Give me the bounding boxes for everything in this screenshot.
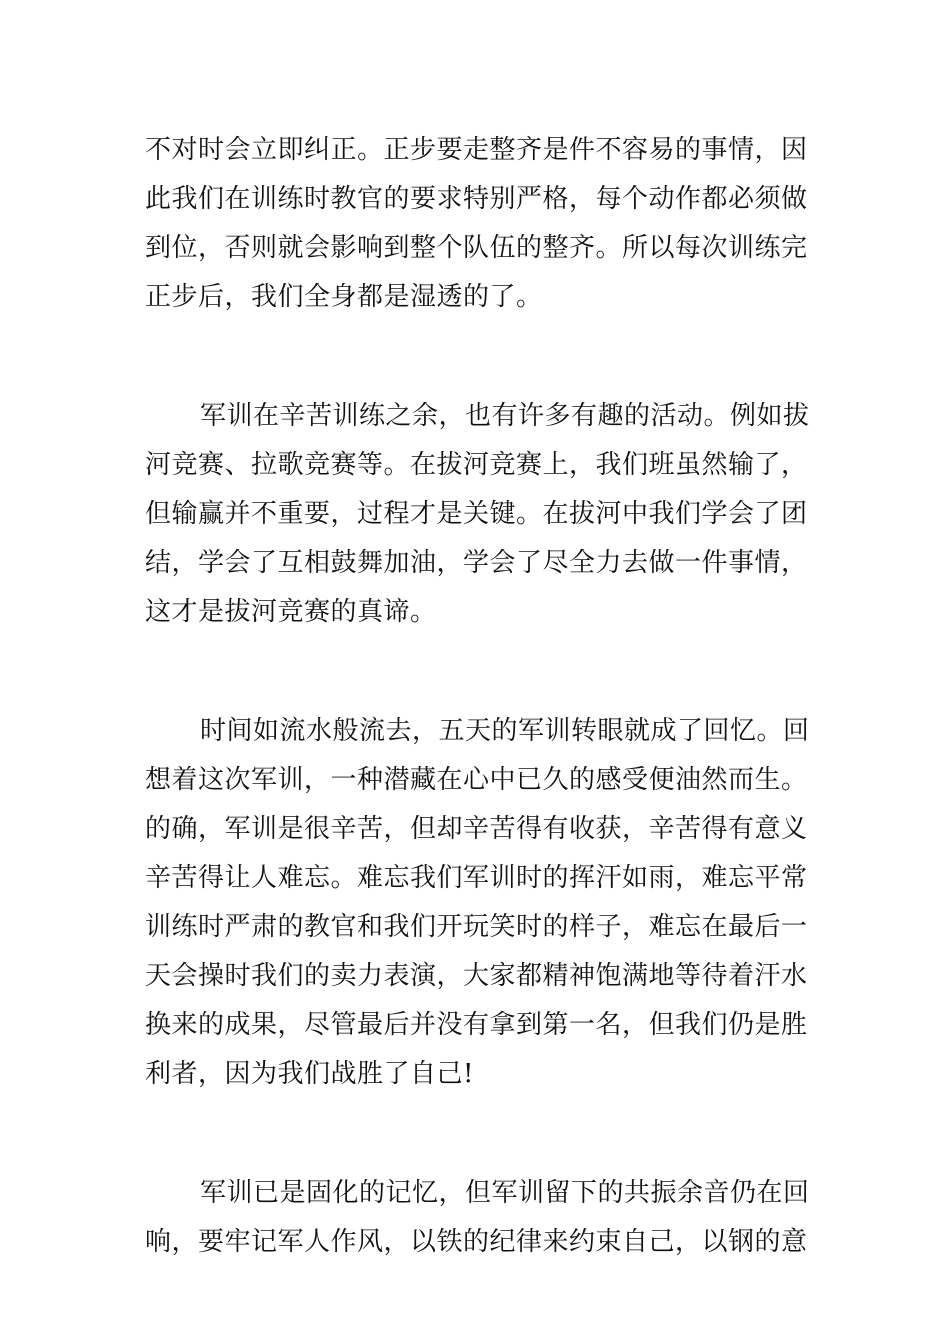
text-line: 换来的成果，尽管最后并没有拿到第一名，但我们仍是胜 xyxy=(145,1010,808,1040)
paragraph-4 xyxy=(145,1169,810,1267)
text-line: 到位，否则就会影响到整个队伍的整齐。所以每次训练完 xyxy=(145,233,808,263)
text-line: 训练时严肃的教官和我们开玩笑时的样子，难忘在最后一 xyxy=(145,912,808,942)
text-line: 利者，因为我们战胜了自己! xyxy=(145,1059,474,1089)
text-line: 正步后，我们全身都是湿透的了。 xyxy=(145,282,543,312)
text-line: 天会操时我们的卖力表演，大家都精神饱满地等待着汗水 xyxy=(145,961,808,991)
text-line: 想着这次军训，一种潜藏在心中已久的感受便油然而生。 xyxy=(145,765,808,795)
paragraph-2 xyxy=(145,392,810,637)
text-line: 时间如流水般流去，五天的军训转眼就成了回忆。回 xyxy=(200,716,810,746)
text-line: 军训已是固化的记忆，但军训留下的共振余音仍在回 xyxy=(200,1178,810,1208)
text-line: 但输赢并不重要，过程才是关键。在拔河中我们学会了团 xyxy=(145,499,808,529)
text-line: 此我们在训练时教官的要求特别严格，每个动作都必须做 xyxy=(145,184,808,214)
text-line: 河竞赛、拉歌竞赛等。在拔河竞赛上，我们班虽然输了， xyxy=(145,450,808,480)
text-line: 辛苦得让人难忘。难忘我们军训时的挥汗如雨，难忘平常 xyxy=(145,863,808,893)
text-line: 军训在辛苦训练之余，也有许多有趣的活动。例如拔 xyxy=(200,401,810,431)
text-line: 响，要牢记军人作风，以铁的纪律来约束自己，以钢的意 xyxy=(145,1227,808,1257)
text-line: 这才是拔河竞赛的真谛。 xyxy=(145,597,437,627)
text-line: 结，学会了互相鼓舞加油，学会了尽全力去做一件事情， xyxy=(145,548,808,578)
paragraph-3 xyxy=(145,707,810,1099)
text-line: 不对时会立即纠正。正步要走整齐是件不容易的事情，因 xyxy=(145,135,808,165)
document-body xyxy=(145,126,810,1337)
text-line: 的确，军训是很辛苦，但却辛苦得有收获，辛苦得有意义 xyxy=(145,814,808,844)
paragraph-1 xyxy=(145,126,810,322)
